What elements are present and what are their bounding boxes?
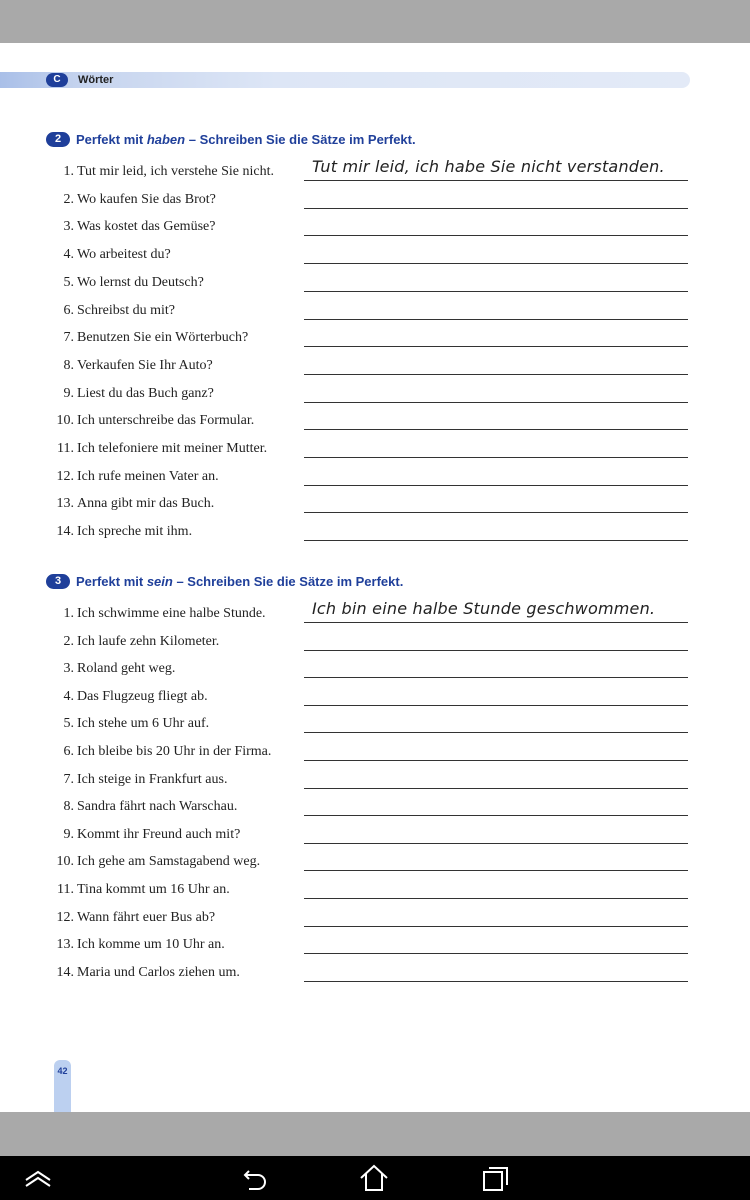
exercise-row	[0, 467, 750, 494]
item-sentence: Tut mir leid, ich verstehe Sie nicht.	[77, 164, 275, 179]
answer-line[interactable]	[304, 291, 688, 292]
item-number: 6.	[63, 744, 74, 759]
answer-line[interactable]	[304, 180, 688, 181]
exercise-row	[0, 880, 750, 907]
item-number: 12.	[56, 909, 74, 925]
exercise-row	[0, 714, 750, 741]
item-number: 10.	[56, 854, 74, 870]
item-answer: Ich bin eine halbe Stunde geschwommen.	[312, 599, 656, 618]
item-number: 3.	[63, 219, 74, 235]
item-number: 7.	[63, 771, 74, 787]
answer-line[interactable]	[304, 512, 688, 513]
collapse-icon[interactable]	[22, 1162, 54, 1194]
item-number: 13.	[56, 937, 74, 953]
answer-line[interactable]	[304, 843, 688, 844]
item-sentence: Wo kaufen Sie das Brot?	[77, 191, 216, 207]
exercise-3-badge: 3	[46, 574, 70, 589]
item-sentence: Ich laufe zehn Kilometer.	[77, 633, 220, 649]
item-number: 5.	[63, 274, 74, 290]
item-sentence: Roland geht weg.	[77, 661, 176, 677]
exercise-row	[0, 356, 750, 383]
exercise-row	[0, 245, 750, 272]
answer-line[interactable]	[304, 346, 688, 347]
item-sentence: Kommt ihr Freund auch mit?	[77, 826, 241, 842]
exercise-row	[0, 411, 750, 438]
exercise-3-header	[46, 572, 403, 590]
section-title: Wörter	[78, 74, 114, 86]
answer-line[interactable]	[304, 815, 688, 816]
item-number: 11.	[57, 441, 74, 456]
item-sentence: Verkaufen Sie Ihr Auto?	[77, 357, 213, 373]
answer-line[interactable]	[304, 870, 688, 871]
item-sentence: Ich komme um 10 Uhr an.	[77, 937, 225, 953]
answer-line[interactable]	[304, 622, 688, 623]
bottom-gray-bar	[0, 1112, 750, 1156]
back-icon[interactable]	[240, 1162, 272, 1194]
home-icon[interactable]	[358, 1162, 390, 1194]
status-bar	[0, 0, 750, 43]
answer-line[interactable]	[304, 457, 688, 458]
exercise-row	[0, 494, 750, 521]
item-number: 2.	[63, 191, 74, 207]
exercise-row	[0, 599, 750, 631]
item-number: 4.	[63, 688, 74, 704]
item-number: 4.	[63, 247, 74, 263]
exercise-row	[0, 217, 750, 244]
item-number: 7.	[63, 330, 74, 346]
item-sentence: Anna gibt mir das Buch.	[77, 496, 215, 512]
item-number: 9.	[63, 385, 74, 401]
item-number: 14.	[56, 964, 74, 980]
item-number: 1.	[63, 164, 74, 179]
answer-line[interactable]	[304, 485, 688, 486]
exercise-row	[0, 328, 750, 355]
exercise-row	[0, 852, 750, 879]
exercise-row	[0, 384, 750, 411]
answer-line[interactable]	[304, 732, 688, 733]
item-sentence: Ich telefoniere mit meiner Mutter.	[77, 441, 268, 456]
exercise-row	[0, 770, 750, 797]
recent-apps-icon[interactable]	[480, 1162, 512, 1194]
item-number: 8.	[63, 799, 74, 815]
item-sentence: Ich stehe um 6 Uhr auf.	[77, 716, 210, 732]
item-sentence: Ich bleibe bis 20 Uhr in der Firma.	[77, 744, 272, 759]
item-number: 5.	[63, 716, 74, 732]
exercise-row	[0, 908, 750, 935]
item-sentence: Wo lernst du Deutsch?	[77, 274, 204, 290]
exercise-row	[0, 659, 750, 686]
answer-line[interactable]	[304, 788, 688, 789]
item-sentence: Benutzen Sie ein Wörterbuch?	[77, 330, 249, 346]
item-sentence: Was kostet das Gemüse?	[77, 219, 216, 235]
exercise-row	[0, 797, 750, 824]
answer-line[interactable]	[304, 953, 688, 954]
item-number: 2.	[63, 633, 74, 649]
exercise-row	[0, 825, 750, 852]
exercise-row	[0, 157, 750, 189]
item-number: 6.	[63, 302, 74, 318]
section-letter-badge: C	[46, 73, 68, 87]
page-number: 42	[57, 1066, 68, 1076]
item-sentence: Ich spreche mit ihm.	[77, 524, 193, 540]
answer-line[interactable]	[304, 705, 688, 706]
item-sentence: Sandra fährt nach Warschau.	[77, 799, 238, 815]
answer-line[interactable]	[304, 760, 688, 761]
answer-line[interactable]	[304, 677, 688, 678]
item-number: 10.	[56, 413, 74, 429]
answer-line[interactable]	[304, 540, 688, 541]
item-number: 12.	[56, 468, 74, 484]
exercise-row	[0, 632, 750, 659]
answer-line[interactable]	[304, 898, 688, 899]
exercise-3-title: Perfekt mit sein – Schreiben Sie die Sätze im Perfekt.	[76, 573, 404, 589]
item-sentence: Ich schwimme eine halbe Stunde.	[77, 606, 266, 621]
item-number: 3.	[63, 661, 74, 677]
answer-line[interactable]	[304, 319, 688, 320]
item-sentence: Ich unterschreibe das Formular.	[77, 413, 255, 429]
exercise-row	[0, 273, 750, 300]
item-number: 9.	[63, 826, 74, 842]
item-number: 8.	[63, 357, 74, 373]
item-sentence: Schreibst du mit?	[77, 302, 175, 318]
item-number: 1.	[63, 606, 74, 621]
exercise-row	[0, 742, 750, 769]
answer-line[interactable]	[304, 208, 688, 209]
exercise-row	[0, 190, 750, 217]
exercise-row	[0, 687, 750, 714]
item-number: 14.	[56, 524, 74, 540]
exercise-row	[0, 522, 750, 549]
item-answer: Tut mir leid, ich habe Sie nicht verstanden.	[312, 157, 665, 176]
item-sentence: Das Flugzeug fliegt ab.	[77, 688, 208, 704]
answer-line[interactable]	[304, 263, 688, 264]
exercise-2-header	[46, 130, 416, 148]
item-sentence: Ich rufe meinen Vater an.	[77, 468, 219, 484]
item-sentence: Wo arbeitest du?	[77, 247, 171, 263]
item-sentence: Ich steige in Frankfurt aus.	[77, 771, 228, 787]
exercise-row	[0, 935, 750, 962]
item-number: 13.	[56, 496, 74, 512]
exercise-row	[0, 439, 750, 466]
exercise-row	[0, 963, 750, 990]
answer-line[interactable]	[304, 981, 688, 982]
answer-line[interactable]	[304, 429, 688, 430]
item-sentence: Wann fährt euer Bus ab?	[77, 909, 216, 925]
answer-line[interactable]	[304, 402, 688, 403]
exercise-2-title: Perfekt mit haben – Schreiben Sie die Sätze im Perfekt.	[76, 131, 416, 147]
answer-line[interactable]	[304, 374, 688, 375]
answer-line[interactable]	[304, 650, 688, 651]
item-sentence: Liest du das Buch ganz?	[77, 385, 214, 401]
exercise-row	[0, 301, 750, 328]
exercise-2-badge: 2	[46, 132, 70, 147]
answer-line[interactable]	[304, 926, 688, 927]
item-sentence: Maria und Carlos ziehen um.	[77, 964, 240, 980]
item-number: 11.	[57, 882, 74, 897]
item-sentence: Ich gehe am Samstagabend weg.	[77, 854, 261, 870]
item-sentence: Tina kommt um 16 Uhr an.	[77, 882, 230, 897]
answer-line[interactable]	[304, 235, 688, 236]
